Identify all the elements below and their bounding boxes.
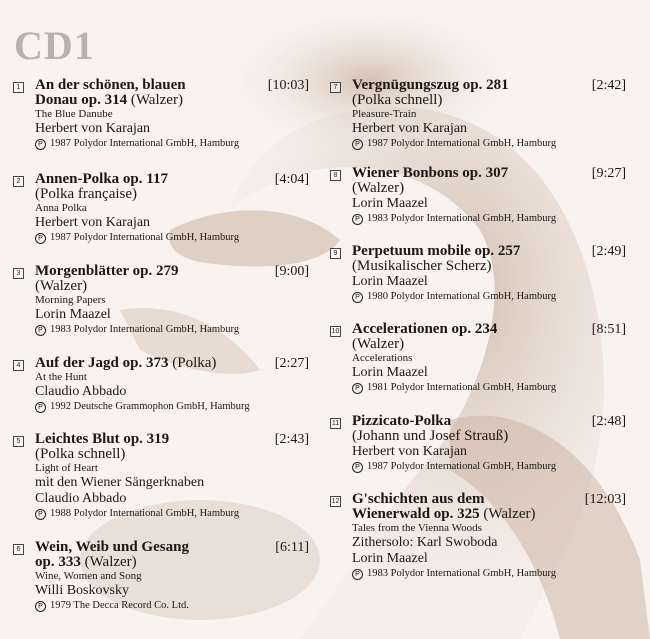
track-title: Auf der Jagd op. 373 [35,355,169,371]
track-genre: (Polka schnell) [35,446,126,462]
track-english-title: Accelerations [352,352,413,364]
track-item [13,432,311,521]
track-duration: [10:03] [267,78,309,93]
track-copyright: P 1979 The Decca Record Co. Ltd. [35,599,311,613]
track-title: Vergnügungszug op. 281 [352,77,509,93]
track-duration: [8:51] [591,322,626,337]
track-number: 4 [13,360,24,371]
phonogram-copyright-icon: P [35,601,46,612]
track-copyright: P 1981 Polydor International GmbH, Hamburg [352,381,628,395]
track-title: Pizzicato-Polka [352,413,452,429]
phonogram-copyright-icon: P [35,139,46,150]
track-genre: (Walzer) [352,336,405,352]
track-item [13,172,311,245]
track-copyright: P 1983 Polydor International GmbH, Hamburg [352,567,628,581]
track-duration: [2:48] [591,414,626,429]
track-duration: [6:11] [275,540,309,555]
track-english-title: Pleasure-Train [352,108,417,120]
track-english-title: At the Hunt [35,371,87,383]
track-title: Morgenblätter op. 279 [35,263,179,279]
track-performer: Claudio Abbado [35,491,127,506]
track-title: Perpetuum mobile op. 257 [352,243,521,259]
track-title: Leichtes Blut op. 319 [35,431,170,447]
track-number: 12 [331,498,340,505]
track-copyright: P 1987 Polydor International GmbH, Hamburg [35,231,311,245]
track-genre: (Walzer) [84,554,137,570]
track-title: An der schönen, blauen [35,77,186,93]
phonogram-copyright-icon: P [352,383,363,394]
track-copyright: P 1983 Polydor International GmbH, Hamburg [352,212,628,226]
track-genre: (Polka) [172,355,217,371]
track-extra-credit: Zithersolo: Karl Swoboda [352,535,498,550]
phonogram-copyright-icon: P [35,509,46,520]
track-duration: [2:42] [591,78,626,93]
track-performer: Lorin Maazel [352,196,428,211]
track-number: 6 [13,544,24,555]
track-copyright: P 1988 Polydor International GmbH, Hamburg [35,507,311,521]
track-number: 5 [13,436,24,447]
track-english-title: Wine, Women and Song [35,570,142,582]
phonogram-copyright-icon: P [352,139,363,150]
track-item [330,414,628,474]
track-performer: Willi Boskovsky [35,583,129,598]
track-duration: [2:43] [274,432,309,447]
track-genre: (Walzer) [352,180,405,196]
track-item [13,356,311,414]
track-number: 11 [331,420,340,427]
track-english-title: Light of Heart [35,462,98,474]
track-title-line2: op. 333 [35,554,81,570]
track-duration: [4:04] [274,172,309,187]
track-copyright: P 1983 Polydor International GmbH, Hamburg [35,323,311,337]
phonogram-copyright-icon: P [352,214,363,225]
track-copyright: P 1992 Deutsche Grammophon GmbH, Hamburg [35,400,311,414]
track-duration: [9:27] [591,166,626,181]
phonogram-copyright-icon: P [35,325,46,336]
track-performer: Claudio Abbado [35,384,127,399]
track-title: Wein, Weib und Gesang [35,539,189,555]
track-item [330,78,628,151]
track-genre: (Musikalischer Scherz) [352,258,492,274]
track-performer: Lorin Maazel [352,274,428,289]
track-performer: Lorin Maazel [35,307,111,322]
track-number: 8 [330,170,341,181]
phonogram-copyright-icon: P [352,462,363,473]
track-number: 3 [13,268,24,279]
track-number: 1 [13,82,24,93]
track-copyright: P 1980 Polydor International GmbH, Hamburg [352,290,628,304]
track-performer: Lorin Maazel [352,551,428,566]
track-copyright: P 1987 Polydor International GmbH, Hamburg [352,460,628,474]
cd-title: CD1 [14,23,95,68]
track-duration: [2:27] [274,356,309,371]
track-item [330,244,628,304]
track-title: Accelerationen op. 234 [352,321,498,337]
track-number: 2 [13,176,24,187]
track-number: 9 [330,248,341,259]
track-item [330,492,628,581]
track-performer: Herbert von Karajan [352,121,468,136]
track-title: Wiener Bonbons op. 307 [352,165,509,181]
track-genre: (Walzer) [130,92,183,108]
phonogram-copyright-icon: P [35,402,46,413]
track-performer: Herbert von Karajan [35,121,151,136]
track-title-line2: Wienerwald op. 325 [352,506,480,522]
track-item [13,540,311,613]
track-english-title: Morning Papers [35,294,106,306]
track-genre: (Polka schnell) [352,92,443,108]
track-duration: [9:00] [274,264,309,279]
track-extra-credit: mit den Wiener Sängerknaben [35,475,205,490]
track-genre: (Polka française) [35,186,138,202]
track-performer: Herbert von Karajan [35,215,151,230]
track-genre: (Johann und Josef Strauß) [352,428,509,444]
track-item [330,166,628,226]
track-english-title: Anna Polka [35,202,87,214]
phonogram-copyright-icon: P [352,569,363,580]
track-item [330,322,628,395]
track-number: 7 [330,82,341,93]
track-english-title: Tales from the Vienna Woods [352,522,482,534]
track-copyright: P 1987 Polydor International GmbH, Hamburg [352,137,628,151]
track-genre: (Walzer) [483,506,536,522]
track-item [13,264,311,337]
track-title: Annen-Polka op. 117 [35,171,168,187]
track-genre: (Walzer) [35,278,88,294]
track-title: G'schichten aus dem [352,491,485,507]
phonogram-copyright-icon: P [35,233,46,244]
track-duration: [2:49] [591,244,626,259]
track-duration: [12:03] [584,492,626,507]
track-english-title: The Blue Danube [35,108,113,120]
track-performer: Lorin Maazel [352,365,428,380]
track-title-line2: Donau op. 314 [35,92,128,108]
track-number: 10 [331,328,340,335]
track-copyright: P 1987 Polydor International GmbH, Hamburg [35,137,311,151]
track-item [13,78,311,151]
phonogram-copyright-icon: P [352,292,363,303]
track-performer: Herbert von Karajan [352,444,468,459]
